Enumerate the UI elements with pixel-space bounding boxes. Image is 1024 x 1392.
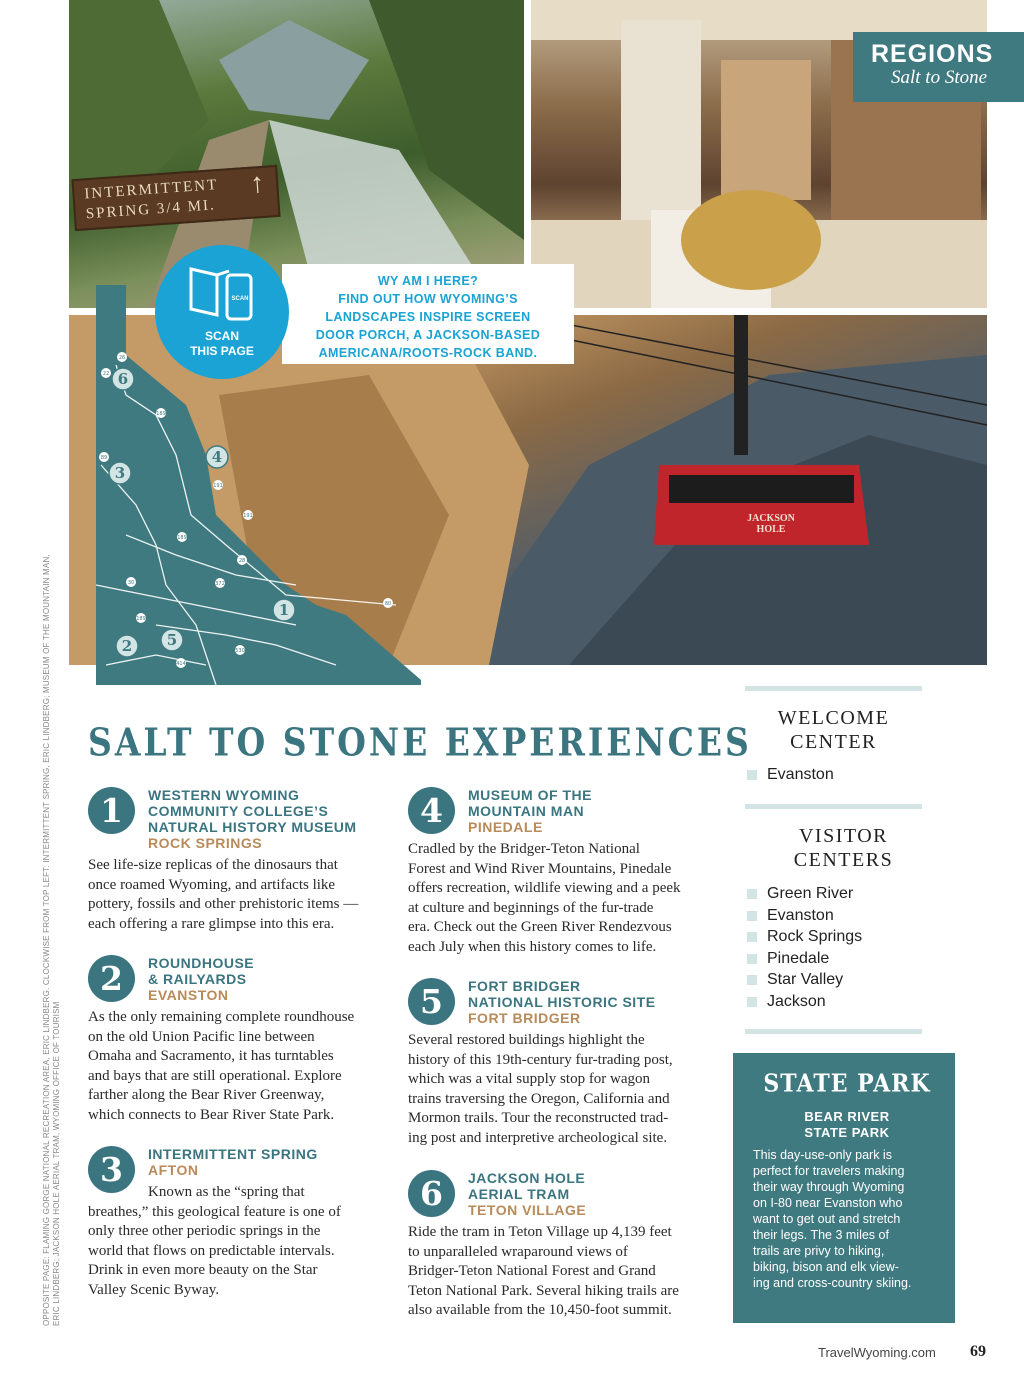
title-line: NATURAL HISTORY MUSEUM bbox=[148, 819, 357, 835]
scan-icon-label: SCAN bbox=[231, 296, 249, 302]
experience-location: PINEDALE bbox=[468, 819, 543, 835]
route-shield-label: 530 bbox=[235, 648, 245, 654]
scan-promo-line: WY AM I HERE? bbox=[377, 274, 479, 288]
divider bbox=[745, 1029, 922, 1034]
photo-credit-line2: ERIC LINDBERG; JACKSON HOLE AERIAL TRAM, WYOMING OFFICE OF TOURISM bbox=[52, 1001, 61, 1326]
welcome-center-list bbox=[747, 764, 834, 786]
list-item bbox=[747, 969, 862, 991]
body-line: each July when this history comes to life. bbox=[408, 938, 657, 955]
tram-label: JACKSON HOLE bbox=[747, 513, 795, 535]
route-shield-label: 89 bbox=[100, 455, 108, 461]
list-item-label: Pinedale bbox=[767, 949, 830, 967]
scan-promo-line: FIND OUT HOW WYOMING’S bbox=[338, 292, 518, 306]
body-line: once roamed Wyoming, and artifacts like bbox=[88, 876, 336, 893]
svg-text:4: 4 bbox=[211, 448, 223, 466]
list-item-label: Evanston bbox=[767, 906, 834, 924]
route-shield-label: 80 bbox=[384, 601, 392, 607]
route-shield-label: 189 bbox=[156, 411, 166, 417]
route-shield-label: 22 bbox=[102, 371, 110, 377]
body-line: which connects to Bear River State Park. bbox=[88, 1106, 335, 1123]
body-line: This day-use-only park is bbox=[753, 1148, 892, 1162]
body-line: Omaha and Sacramento, it has turntables bbox=[88, 1048, 334, 1065]
bullet-square-icon bbox=[747, 911, 757, 921]
body-line: breathes,” this geological feature is one of bbox=[88, 1203, 341, 1220]
body-line: pottery, fossils and other prehistoric items — bbox=[88, 896, 359, 913]
body-line: Ride the tram in Teton Village up 4,139 feet bbox=[408, 1224, 672, 1240]
state-park-name bbox=[753, 1109, 941, 1141]
svg-text:3: 3 bbox=[114, 464, 126, 482]
body-line: Cradled by the Bridger-Teton National bbox=[408, 841, 640, 857]
scan-promo-box bbox=[282, 264, 574, 364]
experience-location: AFTON bbox=[148, 1162, 199, 1178]
body-line: their way through Wyoming bbox=[753, 1180, 905, 1194]
svg-text:6: 6 bbox=[117, 370, 129, 388]
body-line: also available from the 10,450-foot summit. bbox=[408, 1302, 672, 1319]
route-shield-label: 414 bbox=[176, 661, 186, 667]
phone-book-icon bbox=[155, 245, 289, 335]
title-line: INTERMITTENT SPRING bbox=[148, 1146, 318, 1162]
title-line: WESTERN WYOMING bbox=[148, 787, 300, 803]
experience-title bbox=[468, 787, 592, 835]
body-line: Bridger-Teton National Forest and Grand bbox=[408, 1263, 656, 1280]
body-line: offers recreation, wildlife viewing and a peek bbox=[408, 880, 681, 897]
name-line: STATE PARK bbox=[804, 1125, 890, 1140]
list-item-label: Star Valley bbox=[767, 971, 844, 988]
body-line: trails are privy to hiking, bbox=[753, 1244, 885, 1258]
experience-title bbox=[148, 787, 357, 851]
experience-number: 6 bbox=[408, 1170, 455, 1217]
list-item-label: Rock Springs bbox=[767, 928, 863, 945]
experience-title bbox=[148, 1146, 318, 1178]
body-line: Forest and Wind River Mountains, Pinedale bbox=[408, 860, 672, 877]
body-line: ing post and interpretive archeological site. bbox=[408, 1129, 668, 1146]
route-shield-label: 191 bbox=[213, 483, 223, 489]
visitor-centers-list bbox=[747, 883, 862, 1012]
body-line: biking, bison and elk view- bbox=[753, 1260, 899, 1274]
list-item bbox=[747, 764, 834, 786]
body-line: at culture and beginnings of the fur-trade bbox=[408, 899, 654, 916]
scan-label-line2: THIS PAGE bbox=[190, 344, 254, 358]
map-marker-4 bbox=[206, 446, 228, 468]
list-item bbox=[747, 905, 862, 927]
body-line: to unparalleled wraparound views of bbox=[408, 1243, 628, 1260]
title-line: ROUNDHOUSE bbox=[148, 955, 255, 971]
visitor-centers-heading bbox=[755, 824, 932, 872]
heading-line: CENTERS bbox=[793, 849, 894, 871]
body-line: history of this 19th-century fur-trading post, bbox=[408, 1051, 673, 1068]
bullet-square-icon bbox=[747, 997, 757, 1007]
body-line: Teton National Park. Several hiking trails are bbox=[408, 1282, 679, 1299]
body-line: which was a vital supply stop for wagon bbox=[408, 1071, 651, 1088]
body-line: world that flows on predictable intervals. bbox=[88, 1242, 335, 1259]
route-shield-label: 30 bbox=[127, 580, 135, 586]
list-item-label: Green River bbox=[767, 885, 854, 902]
body-line: Mormon trails. Tour the reconstructed trad- bbox=[408, 1110, 669, 1127]
body-line: perfect for travelers making bbox=[753, 1164, 905, 1178]
experience-number: 3 bbox=[88, 1146, 135, 1193]
experience-body bbox=[408, 1223, 679, 1321]
svg-text:2: 2 bbox=[121, 637, 133, 655]
experience-body bbox=[88, 1183, 341, 1301]
body-line: See life-size replicas of the dinosaurs that bbox=[88, 857, 338, 873]
scan-promo-line: DOOR PORCH, A JACKSON-BASED bbox=[315, 328, 541, 342]
body-line: Known as the “spring that bbox=[148, 1184, 305, 1200]
list-item bbox=[747, 991, 862, 1013]
bullet-square-icon bbox=[747, 770, 757, 780]
intermittent-spring-photo bbox=[69, 0, 524, 308]
experience-location: FORT BRIDGER bbox=[468, 1010, 581, 1026]
scan-label bbox=[155, 329, 289, 359]
experience-body bbox=[408, 840, 681, 958]
heading-line: CENTER bbox=[790, 731, 877, 753]
map-marker-6 bbox=[112, 368, 134, 390]
welcome-center-heading bbox=[745, 706, 922, 754]
list-item-label: Jackson bbox=[767, 992, 826, 1010]
route-shield-label: 26 bbox=[118, 355, 126, 361]
body-line: trains traversing the Oregon, California and bbox=[408, 1090, 670, 1107]
route-shield-label: 189 bbox=[177, 535, 187, 541]
experience-number: 2 bbox=[88, 955, 135, 1002]
list-item bbox=[747, 883, 862, 905]
heading-line: VISITOR bbox=[798, 825, 889, 847]
title-line: NATIONAL HISTORIC SITE bbox=[468, 994, 656, 1010]
regions-title: REGIONS bbox=[871, 40, 994, 68]
body-line: want to get out and stretch bbox=[753, 1212, 901, 1226]
experience-body bbox=[88, 856, 358, 934]
title-line: & RAILYARDS bbox=[148, 971, 247, 987]
title-line: COMMUNITY COLLEGE’S bbox=[148, 803, 329, 819]
title-line: MUSEUM OF THE bbox=[468, 787, 592, 803]
divider bbox=[745, 686, 922, 691]
experience-title bbox=[148, 955, 254, 1003]
regions-tab bbox=[853, 32, 1024, 102]
map-marker-5 bbox=[161, 629, 183, 651]
experience-number: 4 bbox=[408, 787, 455, 834]
spring-scenery bbox=[69, 0, 524, 308]
body-line: on I-80 near Evanston who bbox=[753, 1196, 903, 1210]
arrow-up-icon: ↑ bbox=[249, 167, 268, 200]
state-park-body bbox=[753, 1147, 941, 1291]
body-line: era. Check out the Green River Rendezvous bbox=[408, 919, 672, 936]
body-line: and bays that are still operational. Explore bbox=[88, 1067, 342, 1084]
title-line: AERIAL TRAM bbox=[468, 1186, 570, 1202]
bullet-square-icon bbox=[747, 932, 757, 942]
scan-promo-line: AMERICANA/ROOTS-ROCK BAND. bbox=[318, 346, 538, 360]
title-line: JACKSON HOLE bbox=[468, 1170, 586, 1186]
body-line: As the only remaining complete roundhouse bbox=[88, 1009, 355, 1025]
route-shield-label: 28 bbox=[238, 558, 246, 564]
divider bbox=[745, 804, 922, 809]
heading-line: WELCOME bbox=[777, 707, 890, 729]
body-line: Valley Scenic Byway. bbox=[88, 1281, 220, 1298]
body-line: on the old Union Pacific line between bbox=[88, 1028, 315, 1045]
name-line: BEAR RIVER bbox=[804, 1109, 890, 1124]
list-item bbox=[747, 948, 862, 970]
svg-text:1: 1 bbox=[278, 601, 290, 619]
route-shield-label: 191 bbox=[243, 513, 253, 519]
list-item-label: Evanston bbox=[767, 766, 834, 783]
experience-location: EVANSTON bbox=[148, 987, 229, 1003]
scan-this-page-badge[interactable] bbox=[155, 245, 289, 379]
state-park-heading: STATE PARK bbox=[763, 1069, 931, 1099]
trail-sign-line2: SPRING 3/4 MI. bbox=[85, 197, 217, 223]
title-line: MOUNTAIN MAN bbox=[468, 803, 585, 819]
body-line: each offering a rare glimpse into this era. bbox=[88, 915, 335, 932]
route-shield-label: 372 bbox=[215, 581, 225, 587]
bullet-square-icon bbox=[747, 975, 757, 985]
body-line: ing and cross-country skiing. bbox=[753, 1276, 912, 1290]
experience-title bbox=[468, 978, 656, 1026]
experience-location: ROCK SPRINGS bbox=[148, 835, 263, 851]
map-marker-1 bbox=[273, 599, 295, 621]
svg-text:5: 5 bbox=[166, 631, 178, 649]
state-park-box bbox=[733, 1053, 955, 1323]
body-line: their legs. The 3 miles of bbox=[753, 1228, 889, 1242]
scan-promo-line: LANDSCAPES INSPIRE SCREEN bbox=[325, 310, 531, 324]
body-line: Several restored buildings highlight the bbox=[408, 1032, 645, 1048]
route-shield-label: 189 bbox=[136, 616, 146, 622]
experience-body bbox=[408, 1031, 673, 1149]
experience-number: 1 bbox=[88, 787, 135, 834]
regions-subtitle: Salt to Stone bbox=[891, 67, 988, 88]
bullet-square-icon bbox=[747, 889, 757, 899]
page-title: SALT TO STONE EXPERIENCES bbox=[88, 720, 752, 765]
list-item bbox=[747, 926, 862, 948]
scan-label-line1: SCAN bbox=[204, 329, 239, 343]
body-line: only three other periodic springs in the bbox=[88, 1223, 321, 1240]
bullet-square-icon bbox=[747, 954, 757, 964]
experience-body bbox=[88, 1008, 354, 1126]
body-line: farther along the Bear River Greenway, bbox=[88, 1087, 325, 1104]
photo-credit bbox=[42, 456, 62, 1326]
experience-location: TETON VILLAGE bbox=[468, 1202, 587, 1218]
experience-number: 5 bbox=[408, 978, 455, 1025]
website-link[interactable]: TravelWyoming.com bbox=[818, 1345, 936, 1360]
map-marker-3 bbox=[109, 462, 131, 484]
page-number: 69 bbox=[970, 1343, 986, 1360]
map-marker-2 bbox=[116, 635, 138, 657]
title-line: FORT BRIDGER bbox=[468, 978, 581, 994]
experience-title bbox=[468, 1170, 586, 1218]
trail-sign-line1: INTERMITTENT bbox=[83, 177, 219, 203]
photo-credit-line1: OPPOSITE PAGE: FLAMING GORGE NATIONAL RECREATION AREA, ERIC LINDBERG. CLOCKWISE FROM TOP LEFT: INTERMITTENT SPRING, ERIC LINDBERG; MUSEUM OF THE MOUNTAIN MAN, bbox=[42, 554, 51, 1326]
body-line: Drink in even more beauty on the Star bbox=[88, 1262, 318, 1279]
